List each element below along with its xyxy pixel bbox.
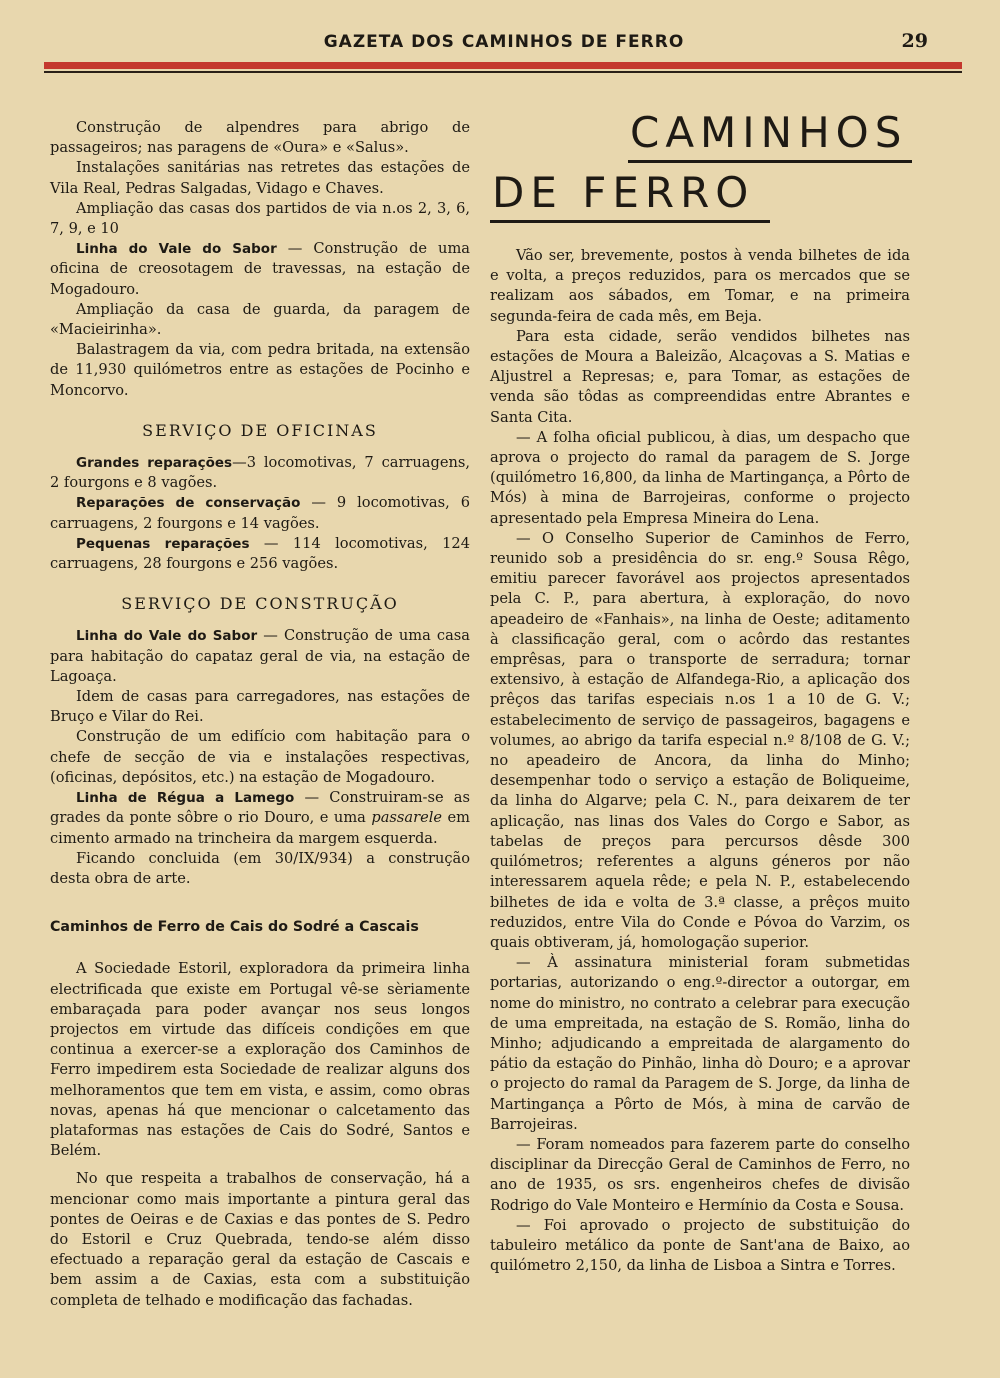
section-heading-construcao: SERVIÇO DE CONSTRUÇÃO bbox=[121, 594, 399, 614]
paragraph: Para esta cidade, serão vendidos bilhetes nas estações de Moura a Baleizão, Alcaçovas a S. Matias e Aljustrel a Represas; e, para Tomar, as estações de venda são tôdas as compreendidas entre Abrantes e Santa Cita. bbox=[490, 327, 910, 426]
masthead-underline-1 bbox=[628, 160, 912, 163]
paragraph-text: — Construiram-se as grades da ponte sôbre o rio Douro, e uma bbox=[50, 789, 470, 827]
header-red-rule bbox=[44, 62, 962, 69]
paragraph bbox=[50, 788, 470, 849]
header-black-rule bbox=[44, 71, 962, 73]
paragraph: Construção de alpendres para abrigo de passageiros; nas paragens de «Oura» e «Salus». bbox=[50, 119, 470, 157]
paragraph: — Foi aprovado o projecto de substituição do tabuleiro metálico da ponte de Sant'ana de Baixo, ao quilómetro 2,150, da linha de Lisboa a Sintra e Torres. bbox=[490, 1216, 910, 1275]
paragraph bbox=[50, 239, 470, 300]
masthead-line-1: CAMINHOS bbox=[630, 108, 908, 157]
lead-in: Linha do Vale do Sabor bbox=[76, 241, 277, 258]
paragraph: — A folha oficial publicou, à dias, um despacho que aprova o projecto do ramal da paragem de S. Jorge (quilómetro 16,800, da linha de Martingança, a Pôrto de Mós) à mina de Barrojeiras, conforme o projecto apresentado pela Empresa Mineira do Lena. bbox=[490, 428, 910, 527]
paragraph: — Foram nomeados para fazerem parte do conselho disciplinar da Direcção Geral de Caminhos de Ferro, no ano de 1935, os srs. engenheiros chefes de divisão Rodrigo do Vale Monteiro e Hermínio da Costa e Sousa. bbox=[490, 1135, 910, 1214]
lead-in: Grandes reparações bbox=[76, 455, 233, 472]
paragraph: Ficando concluida (em 30/IX/934) a construção desta obra de arte. bbox=[50, 849, 470, 887]
paragraph: Instalações sanitárias nas retretes das estações de Vila Real, Pedras Salgadas, Vidago e Chaves. bbox=[50, 159, 470, 197]
running-title: GAZETA DOS CAMINHOS DE FERRO bbox=[323, 32, 685, 52]
paragraph bbox=[50, 626, 470, 687]
paragraph: A Sociedade Estoril, exploradora da primeira linha electrificada que existe em Portugal vê-se sèriamente embaraçada para poder avançar nos seus longos projectos em virtude das difíceis condições em que continua a exercer-se a exploração dos Caminhos de Ferro impedirem esta Sociedade de realizar alguns dos melhoramentos que tem em vista, e assim, como obras novas, apenas há que mencionar o calcetamento das plataformas nas estações de Cais do Sodré, Santos e Belém. bbox=[50, 960, 470, 1160]
section-masthead bbox=[490, 108, 920, 238]
paragraph-text: —3 locomotivas, 7 carruagens, 2 fourgons e 8 vagões. bbox=[50, 454, 470, 492]
paragraph: Ampliação das casas dos partidos de via n.os 2, 3, 6, 7, 9, e 10 bbox=[50, 199, 470, 238]
lead-in: Linha do Vale do Sabor bbox=[76, 628, 258, 645]
right-column bbox=[490, 246, 910, 1276]
section-heading-oficinas: SERVIÇO DE OFICINAS bbox=[142, 420, 378, 440]
paragraph: Vão ser, brevemente, postos à venda bilhetes de ida e volta, a preços reduzidos, para os mercados que se realizam aos sábados, em Tomar, e na primeira segunda-feira de cada mês, em Beja. bbox=[490, 247, 910, 325]
paragraph-text: em cimento armado na trincheira da margem esquerda. bbox=[50, 809, 470, 847]
page-number: 29 bbox=[901, 30, 928, 52]
paragraph: Idem de casas para carregadores, nas estações de Bruço e Vilar do Rei. bbox=[50, 688, 470, 726]
paragraph: Construção de um edifício com habitação para o chefe de secção de via e instalações respectivas, (oficinas, depósitos, etc.) na estação de Mogadouro. bbox=[50, 728, 470, 786]
masthead-line-2: DE FERRO bbox=[492, 168, 755, 217]
paragraph-text: — 114 locomotivas, 124 carruagens, 28 fourgons e 256 vagões. bbox=[50, 534, 470, 573]
paragraph bbox=[50, 453, 470, 493]
paragraph: No que respeita a trabalhos de conservação, há a mencionar como mais importante a pintura geral das pontes de Oeiras e de Caxias e das pontes de S. Pedro do Estoril e Cruz Quebrada, tendo-se além disso efectuado a reparação geral da estação de Cascais e bem assim a de Caxias, esta com a substituição completa de telhado e modificação das fachadas. bbox=[50, 1170, 470, 1309]
paragraph bbox=[50, 534, 470, 574]
left-column bbox=[50, 118, 470, 1311]
paragraph: Ampliação da casa de guarda, da paragem de «Macieirinha». bbox=[50, 300, 470, 339]
paragraph: Balastragem da via, com pedra britada, na extensão de 11,930 quilómetros entre as estações de Pocinho e Moncorvo. bbox=[50, 341, 470, 399]
paragraph: — O Conselho Superior de Caminhos de Ferro, reunido sob a presidência do sr. eng.º Sousa Rêgo, emitiu parecer favorável aos projectos apresentados pela C. P., para abertura, à exploração, do novo apeadeiro de «Fanhais», na linha de Oeste; aditamento à classificação geral, com o acôrdo das restantes emprêsas, para o transporte de serradura; tornar extensivo, à estação de Alfandega-Rio, a aplicação dos prêços das tarifas especiais n.os 1 a 10 de G. V.; estabelecimento de serviço de passageiros, bagagens e volumes, ao abrigo da tarifa especial n.º 8/108 de G. V.; no apeadeiro de Ancora, da linha do Minho; desempenhar todo o serviço a estação de Boliqueime, da linha do Algarve; pela C. N., para deixarem de ter aplicação, nas linas dos Vales do Corgo e Sabor, as tabelas de preços para percursos dêsde 300 quilómetros; referentes a alguns géneros por não interessarem aquela rêde; e pela N. P., estabelecendo bilhetes de ida e volta de 3.ª classe, a prêços muito reduzidos, entre Vila do Conde e Póvoa do Varzim, os quais obtiveram, já, homologação superior. bbox=[490, 529, 910, 951]
paragraph bbox=[50, 493, 470, 533]
lead-in: Linha de Régua a Lamego bbox=[76, 790, 295, 807]
article-subheading: Caminhos de Ferro de Cais do Sodré a Cascais bbox=[50, 919, 419, 936]
paragraph-text: — 9 locomotivas, 6 carruagens, 2 fourgons e 14 vagões. bbox=[50, 494, 470, 532]
paragraph: — À assinatura ministerial foram submetidas portarias, autorizando o eng.º-director a outorgar, em nome do ministro, no contrato a celebrar para execução de uma empreitada, na estação de S. Romão, linha do Minho; adjudicando a empreitada de alargamento do pátio da estação do Pinhão, linha dò Douro; e a aprovar o projecto do ramal da Paragem de S. Jorge, da linha de Martingança a Pôrto de Mós, à mina de carvão de Barrojeiras. bbox=[490, 954, 910, 1133]
italic-term: passarele bbox=[371, 809, 443, 827]
paragraph-text: — Construção de uma oficina de creosotagem de travessas, na estação de Mogadouro. bbox=[50, 240, 470, 298]
paragraph-text: — Construção de uma casa para habitação do capataz geral de via, na estação de Lagoaça. bbox=[50, 627, 470, 685]
masthead-underline-2 bbox=[490, 220, 770, 223]
page-header bbox=[44, 30, 964, 58]
lead-in: Reparações de conservação bbox=[76, 495, 301, 512]
lead-in: Pequenas reparações bbox=[76, 535, 250, 552]
